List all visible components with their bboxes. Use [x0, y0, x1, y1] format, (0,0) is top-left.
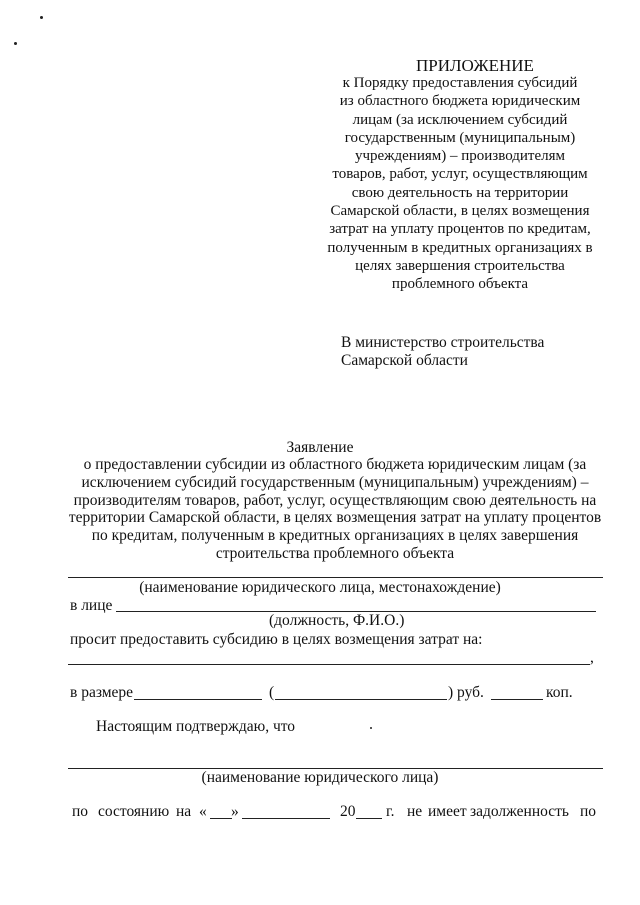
state-word: по: [580, 803, 597, 820]
state-word: г.: [386, 803, 395, 820]
amount-label: в размере: [70, 684, 134, 701]
appendix-line: из областного бюджета юридическим: [339, 93, 581, 110]
statement-line: территории Самарской области, в целях возмещения затрат на уплату процентов: [68, 509, 602, 527]
appendix-line: товаров, работ, услуг, осуществляющим: [332, 166, 588, 183]
appendix-line: государственным (муниципальным): [344, 129, 576, 146]
state-word: по: [72, 803, 89, 820]
statement-line: исключением субсидий государственным (муниципальным) учреждениям) –: [81, 473, 589, 491]
statement-title: Заявление: [286, 439, 354, 456]
appendix-title: ПРИЛОЖЕНИЕ: [416, 56, 534, 75]
statement-line: производителям товаров, работ, услуг, осуществляющим свою деятельность на: [73, 491, 597, 509]
entity-name-caption-2: (наименование юридического лица): [201, 769, 439, 786]
statement-subject: [60, 456, 610, 563]
statement-line: о предоставлении субсидии из областного бюджета юридическим лицам (за: [83, 456, 587, 473]
position-caption: (должность, Ф.И.О.): [269, 612, 405, 629]
appendix-line: затрат на уплату процентов по кредитам,: [329, 221, 591, 238]
kopecks-field[interactable]: [491, 699, 543, 700]
appendix-line: проблемного объекта: [391, 276, 529, 293]
appendix-line: учреждениям) – производителям: [354, 148, 566, 165]
entity-name-caption: (наименование юридического лица, местонахождение): [139, 579, 501, 596]
entity-name-field[interactable]: [68, 577, 603, 578]
scan-speck: [370, 727, 372, 729]
appendix-line: лицам (за исключением субсидий: [352, 111, 568, 128]
state-word: на: [176, 803, 192, 820]
confirm-text: Настоящим подтверждаю, что: [96, 718, 296, 735]
state-word: не: [407, 803, 423, 820]
appendix-line: Самарской области, в целях возмещения: [330, 203, 590, 220]
amount-digits-field[interactable]: [134, 699, 262, 700]
addressee-line: Самарской области: [341, 352, 468, 369]
appendix-text: [300, 74, 620, 294]
amount-words-field[interactable]: [275, 699, 447, 700]
date-month-field[interactable]: [242, 818, 330, 819]
appendix-line: целях завершения строительства: [355, 257, 565, 274]
request-text: просит предоставить субсидию в целях возмещения затрат на:: [70, 631, 483, 648]
paren-open: (: [269, 684, 275, 701]
purpose-field[interactable]: [68, 664, 590, 665]
scan-speck: [14, 42, 17, 45]
addressee-line: В министерство строительства: [341, 334, 545, 351]
appendix-line: свою деятельность на территории: [351, 184, 569, 201]
statement-line: по кредитам, полученным в кредитных организациях в целях завершения: [91, 527, 579, 545]
quote-open: «: [199, 803, 207, 820]
appendix-line: к Порядку предоставления субсидий: [342, 75, 578, 91]
statement-line: строительства проблемного объекта: [215, 544, 455, 562]
addressee-block: [341, 334, 544, 370]
purpose-comma: ,: [590, 649, 594, 666]
state-word: имеет: [428, 803, 467, 820]
year-prefix: 20: [340, 803, 356, 820]
state-word: задолженность: [470, 803, 570, 820]
rub-label: ) руб.: [448, 684, 484, 701]
date-day-field[interactable]: [210, 818, 232, 819]
appendix-line: полученным в кредитных организациях в: [327, 239, 593, 256]
date-year-field[interactable]: [356, 818, 382, 819]
kop-label: коп.: [546, 684, 573, 701]
quote-close: »: [231, 803, 239, 820]
state-word: состоянию: [98, 803, 170, 820]
in-person-label: в лице: [70, 597, 113, 614]
scan-speck: [40, 16, 43, 19]
